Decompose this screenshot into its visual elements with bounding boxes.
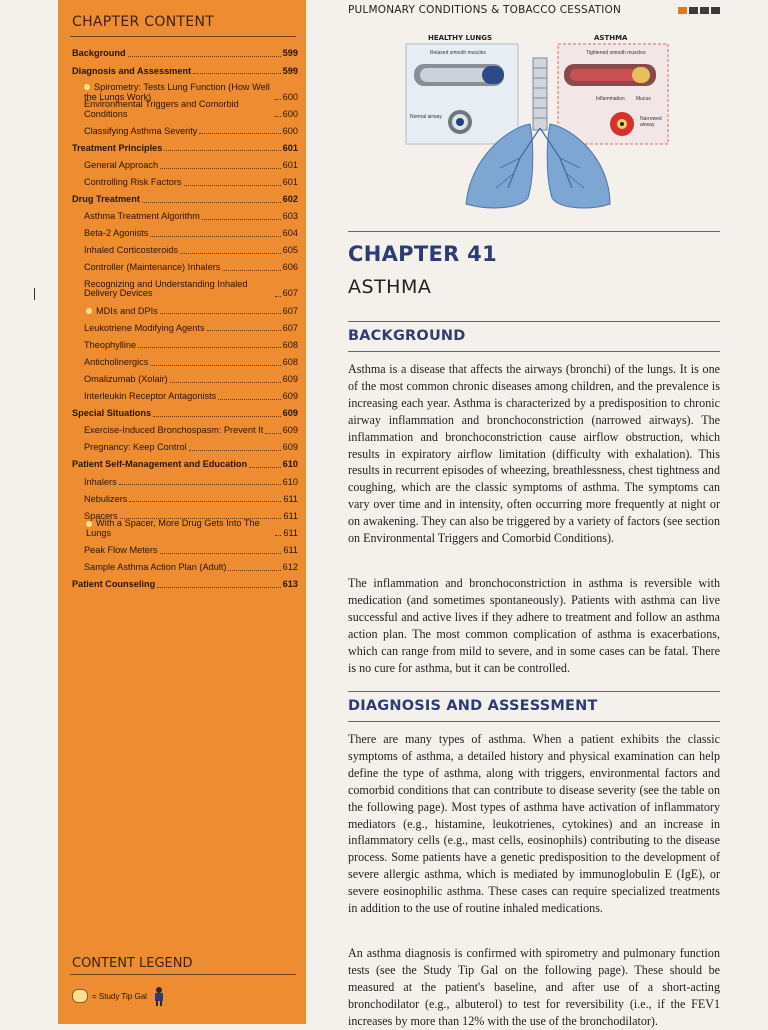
study-tip-gal-icon [151,986,167,1006]
toc-item-label [84,341,136,351]
toc-leader-dots [275,296,281,297]
legend-rule [70,974,296,975]
chapter-rule [348,231,720,232]
background-paragraph-1: Asthma is a disease that affects the airways (bronchi) of the lungs. It is one of the most common chronic diseases among children, and the prevalence is increasing each year. Asthma is characterized by a predisposition to chronic airway inflammation and bronchoconstriction (narrowed airways). The inflammation and bronchoconstriction cause airflow obstruction, which results in expiratory airflow limitation (difficulty with exhalation). This results in recurrent episodes of wheezing, breathlessness, chest tightness and coughing, which are the classic symptoms of asthma. The symptoms can vary over time and in intensity, often occurring more frequently at night or on awakening. They can also be triggered by a variety of factors (see section on Environmental Triggers and Comorbid Conditions). [348,362,720,546]
toc-item [72,239,298,256]
chapter-content-sidebar [58,0,306,1024]
toc-item-text: Classifying Asthma Severity [84,125,198,136]
diagnosis-rule [348,691,720,692]
toc-item-text: Spacers [84,510,118,521]
toc-item-label [84,426,263,436]
toc-item-label [84,358,148,368]
toc-item-label [84,161,158,171]
toc-item-text: Drug Treatment [72,194,140,205]
toc-item-label [72,409,151,419]
toc-item-text: Background [72,48,126,59]
toc-item [72,419,298,436]
margin-mark [34,288,35,300]
toc-item [72,385,298,402]
toc-item-text: Beta-2 Agonists [84,228,149,239]
toc-item-text: Inhalers [84,476,117,487]
background-heading-rule [348,351,720,352]
toc-item-page: 600 [282,125,298,136]
toc-leader-dots [160,553,282,554]
toc-item-label [84,392,216,402]
toc-item [72,538,298,555]
tightened-muscle-label: Tightened smooth muscles [586,50,646,56]
toc-item-page: 600 [282,108,298,119]
running-header: PULMONARY CONDITIONS & TOBACCO CESSATION [348,4,622,16]
toc-leader-dots [207,330,281,331]
toc-item-page: 611 [283,493,298,504]
toc-item [72,518,298,538]
toc-item [72,205,298,222]
toc-item-page: 607 [282,288,298,299]
toc-item-page: 606 [282,262,298,273]
bullet-icon [84,84,90,90]
toc-item [72,119,298,136]
toc-item-text: Sample Asthma Action Plan (Adult) [84,561,227,572]
toc-item-page: 610 [282,476,298,487]
background-heading: BACKGROUND [348,328,466,344]
toc-leader-dots [129,501,281,502]
toc-item [72,273,298,299]
bullet-icon [86,308,92,314]
toc-item-text: Controller (Maintenance) Inhalers [84,262,221,273]
toc-item-label [72,49,126,59]
toc-item-text: Diagnosis and Assessment [72,65,192,76]
toc-leader-dots [138,347,281,348]
sidebar-rule [70,36,296,37]
toc-item-label [86,519,273,538]
toc-leader-dots [180,253,281,254]
diagnosis-heading: DIAGNOSIS AND ASSESSMENT [348,698,598,714]
toc-item-label [72,195,140,205]
toc-item-label [72,580,155,590]
toc-item-label [84,229,148,239]
toc-item-page: 609 [282,442,298,453]
toc-item-page: 609 [282,391,298,402]
toc-item-text: Anticholinergics [84,356,149,367]
toc-item-page: 601 [282,142,298,153]
toc-item-page: 612 [282,561,298,572]
toc-item-label [84,478,117,488]
toc-item-label [84,212,200,222]
toc-leader-dots [153,416,281,417]
bullet-icon [86,521,92,527]
toc-item-page: 611 [283,544,298,555]
diagnosis-heading-rule [348,721,720,722]
toc-item [72,136,298,153]
toc-item [72,487,298,504]
toc-item-page: 604 [282,228,298,239]
toc-leader-dots [193,73,281,74]
toc-item-page: 611 [283,527,298,538]
toc-item-page: 607 [282,305,298,316]
toc-item-label [84,280,273,299]
toc-item-label [84,263,220,273]
toc-leader-dots [199,133,280,134]
toc-item-text: Exercise-Induced Bronchospasm: Prevent It [84,425,264,436]
toc-item-page: 601 [282,177,298,187]
toc-item [72,153,298,170]
toc-item [72,333,298,350]
toc-item-page: 607 [282,322,298,333]
toc-leader-dots [189,450,281,451]
toc-leader-dots [275,116,281,117]
toc-item-label [84,324,205,334]
toc-item-text: Leukotriene Modifying Agents [84,322,205,333]
toc-leader-dots [249,467,281,468]
toc-item [72,573,298,590]
study-tip-badge-icon [72,989,88,1003]
toc-item-page: 602 [282,194,298,205]
relaxed-muscle-label: Relaxed smooth muscles [430,50,486,56]
toc-leader-dots [157,587,280,588]
toc-item-page: 610 [282,459,298,470]
toc-item-label [84,495,127,505]
toc-item [72,316,298,333]
healthy-lungs-label: HEALTHY LUNGS [428,34,493,42]
mucus-label: Mucus [636,96,651,102]
asthma-label: ASTHMA [594,34,628,42]
toc-item-label [84,563,226,573]
toc-item [72,188,298,205]
toc-item-text: Interleukin Receptor Antagonists [84,391,217,402]
toc-item-text: With a Spacer, More Drug Gets Into The Lungs [86,518,260,538]
toc-item [72,98,298,119]
toc-item-page: 601 [282,159,298,170]
toc-item [72,299,298,316]
toc-item [72,368,298,385]
toc-leader-dots [222,270,280,271]
chapter-number: CHAPTER 41 [348,242,498,266]
toc-item-text: Recognizing and Understanding Inhaled Delivery Devices [84,278,248,299]
toc-leader-dots [150,365,280,366]
background-rule [348,321,720,322]
toc-item-text: Patient Counseling [72,579,156,590]
toc-item-text: Nebulizers [84,493,128,504]
toc-item-text: MDIs and DPIs [96,305,158,316]
toc-item-label [72,460,247,470]
toc-item [72,222,298,239]
toc-leader-dots [160,168,281,169]
lungs-illustration [400,28,700,218]
toc-item-page: 608 [282,356,298,367]
background-paragraph-2: The inflammation and bronchoconstriction in asthma is reversible with medication (and sometimes spontaneously). Patients with asthma can live successful and active lives if they adhere to treatment and follow an asthma action plan. The most common complication of asthma is exacerbations, which can range from mild to severe, and in some cases can be fatal. There is no cure for asthma, but it can be controlled. [348,576,720,675]
toc-leader-dots [275,535,281,536]
toc-item-page: 611 [283,510,298,521]
toc-item-page: 600 [282,91,298,102]
toc-item-text: Inhaled Corticosteroids [84,245,178,256]
toc-item [72,436,298,453]
toc-leader-dots [275,99,281,100]
toc-item-page: 613 [282,579,298,590]
toc-item-page: 609 [282,408,298,419]
toc-item [72,453,298,470]
toc-leader-dots [218,399,280,400]
legend-heading: CONTENT LEGEND [72,956,193,971]
toc-leader-dots [228,570,280,571]
table-of-contents [72,42,298,590]
toc-item-text: Controlling Risk Factors [84,177,182,187]
toc-item-label [84,375,168,385]
toc-item-text: Asthma Treatment Algorithm [84,211,200,222]
narrowed-airway-label: Narrowed airway [640,116,662,128]
toc-leader-dots [170,382,281,383]
sidebar-heading: CHAPTER CONTENT [72,14,215,30]
diagnosis-paragraph-2: An asthma diagnosis is confirmed with spirometry and pulmonary function tests (see the Study Tip Gal on the following page). These should be measured at the patient's baseline, and after use of a short-acting bronchodilator (e.g., albuterol) to test for reversibility (i.e., if the FEV1 increases by more than 12% with the use of the bronchodilator). [348,946,720,1028]
toc-item-label [84,178,182,188]
toc-item-page: 605 [282,245,298,256]
toc-leader-dots [128,56,281,57]
legend-item-label: = Study Tip Gal [92,991,147,1001]
toc-item-text: Environmental Triggers and Comorbid Conditions [84,98,239,119]
toc-item-text: Special Situations [72,408,152,419]
diagnosis-paragraph-1: There are many types of asthma. When a patient exhibits the classic symptoms of asthma, a detailed history and physical examination can help define the type of asthma, along with triggers, environmental factors and comorbid conditions that can contribute to disease severity (see the table on the following page). Most types of asthma have activation of inflammatory mediators (e.g., histamine, leukotrienes, cytokines) and an increase in inflammatory cells (e.g., mast cells, eosinophils) contributing to the disease process. Some patients have a genetic predisposition to the development of severe allergic asthma, which is mediated by immunoglobulin E (IgE), or severe eosinophilic asthma. These cases can require specialized treatments in addition to the use of routine inhaled medications. [348,732,720,916]
toc-item-page: 608 [282,339,298,350]
toc-item-label [84,100,273,119]
toc-item-text: Omalizumab (Xolair) [84,373,168,384]
toc-item-label [84,546,158,556]
toc-item-text: General Approach [84,159,159,170]
toc-leader-dots [142,202,281,203]
toc-item [72,402,298,419]
toc-item-label [72,67,191,77]
legend-item [72,986,167,1006]
toc-leader-dots [265,433,280,434]
toc-leader-dots [160,313,281,314]
toc-leader-dots [184,185,281,186]
toc-item [72,556,298,573]
toc-item [72,59,298,76]
toc-item-text: Spirometry: Tests Lung Function (How Well the Lungs Work) [84,81,270,102]
toc-leader-dots [164,150,280,151]
toc-item [72,256,298,273]
toc-item-text: Theophylline [84,339,137,350]
toc-item-text: Pregnancy: Keep Control [84,442,187,453]
header-marker-icon [678,7,720,14]
toc-item-label [72,144,162,154]
inflammation-label: Inflammation [596,96,625,102]
toc-item-label [84,443,187,453]
chapter-title: ASTHMA [348,276,432,298]
toc-item [72,42,298,59]
toc-item-page: 599 [282,65,298,76]
toc-leader-dots [202,219,281,220]
toc-item-page: 609 [282,373,298,384]
toc-item-page: 599 [282,48,298,59]
toc-item-label [84,246,178,256]
toc-item-page: 609 [282,425,298,436]
toc-item-text: Peak Flow Meters [84,544,158,555]
toc-item-label [86,307,158,317]
toc-item [72,470,298,487]
toc-item-page: 603 [282,211,298,222]
toc-item [72,171,298,188]
toc-item-label [84,127,197,137]
toc-leader-dots [119,484,281,485]
toc-item [72,350,298,367]
normal-airway-label: Normal airway [410,114,442,120]
toc-item-text: Treatment Principles [72,142,163,153]
toc-leader-dots [150,236,280,237]
toc-item-text: Patient Self-Management and Education [72,459,248,470]
